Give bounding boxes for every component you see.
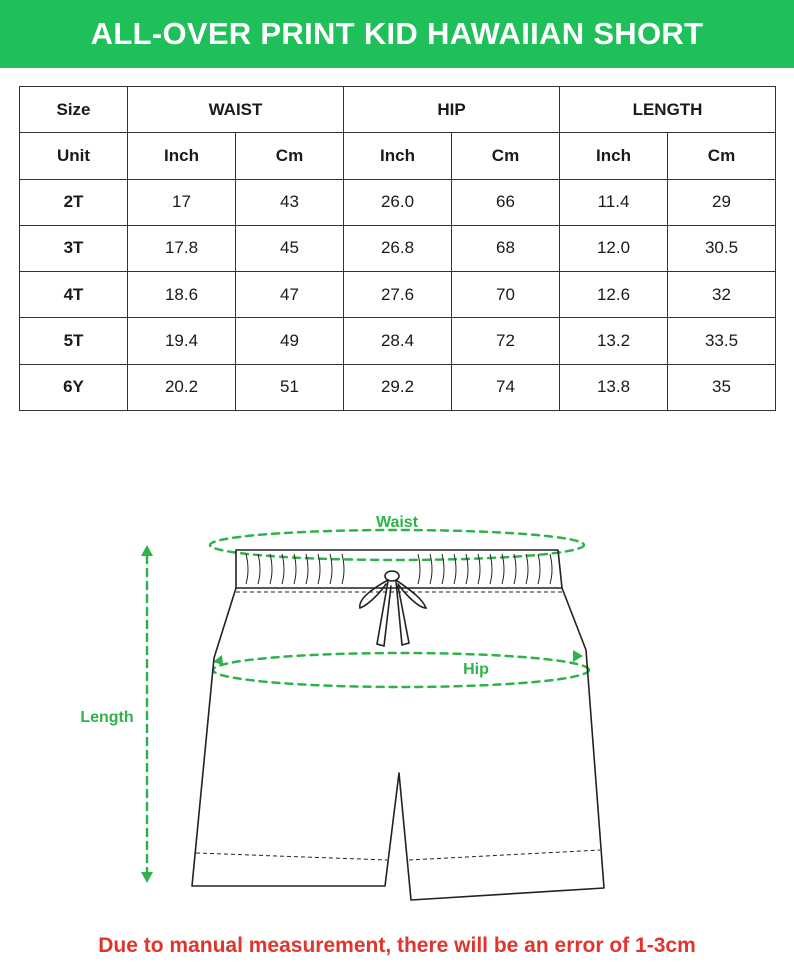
table-row [20, 364, 776, 410]
size-cell: 6Y [20, 364, 128, 410]
size-chart-table [19, 86, 776, 411]
value-cell: 17.8 [128, 225, 236, 271]
value-cell: 13.8 [560, 364, 668, 410]
size-cell: 2T [20, 179, 128, 225]
page-title: ALL-OVER PRINT KID HAWAIIAN SHORT [90, 16, 704, 51]
value-cell: 12.6 [560, 272, 668, 318]
value-cell: 13.2 [560, 318, 668, 364]
value-cell: 11.4 [560, 179, 668, 225]
value-cell: 68 [452, 225, 560, 271]
value-cell: 66 [452, 179, 560, 225]
size-cell: 3T [20, 225, 128, 271]
hip-arrow-right-icon [573, 650, 583, 662]
size-header: Size [20, 87, 128, 133]
value-cell: 70 [452, 272, 560, 318]
waist-measure-ellipse [210, 530, 584, 560]
unit-cell: Inch [128, 133, 236, 179]
drawstring-icon [360, 571, 426, 646]
value-cell: 17 [128, 179, 236, 225]
value-cell: 32 [668, 272, 776, 318]
table-row [20, 179, 776, 225]
value-cell: 28.4 [344, 318, 452, 364]
value-cell: 33.5 [668, 318, 776, 364]
hip-measure-ellipse [213, 653, 589, 687]
size-cell: 4T [20, 272, 128, 318]
value-cell: 19.4 [128, 318, 236, 364]
unit-cell: Cm [236, 133, 344, 179]
table-unit-header-row [20, 133, 776, 179]
unit-cell: Cm [668, 133, 776, 179]
value-cell: 30.5 [668, 225, 776, 271]
length-arrow-top-icon [141, 545, 153, 556]
value-cell: 18.6 [128, 272, 236, 318]
value-cell: 74 [452, 364, 560, 410]
value-cell: 12.0 [560, 225, 668, 271]
value-cell: 27.6 [344, 272, 452, 318]
unit-header: Unit [20, 133, 128, 179]
value-cell: 35 [668, 364, 776, 410]
shorts-measurement-diagram [0, 440, 794, 910]
value-cell: 51 [236, 364, 344, 410]
table-row [20, 272, 776, 318]
unit-cell: Inch [560, 133, 668, 179]
value-cell: 47 [236, 272, 344, 318]
measurement-note: Due to manual measurement, there will be an error of 1-3cm [98, 934, 696, 957]
value-cell: 43 [236, 179, 344, 225]
value-cell: 29 [668, 179, 776, 225]
unit-cell: Inch [344, 133, 452, 179]
hip-label: Hip [463, 661, 489, 678]
hip-header: HIP [344, 87, 560, 133]
title-banner [0, 0, 794, 68]
value-cell: 26.0 [344, 179, 452, 225]
unit-cell: Cm [452, 133, 560, 179]
size-cell: 5T [20, 318, 128, 364]
value-cell: 29.2 [344, 364, 452, 410]
value-cell: 45 [236, 225, 344, 271]
length-header: LENGTH [560, 87, 776, 133]
table-row [20, 318, 776, 364]
value-cell: 20.2 [128, 364, 236, 410]
value-cell: 26.8 [344, 225, 452, 271]
table-row [20, 225, 776, 271]
length-arrow-bottom-icon [141, 872, 153, 883]
waist-label: Waist [375, 514, 419, 531]
value-cell: 49 [236, 318, 344, 364]
waist-header: WAIST [128, 87, 344, 133]
table-group-header-row [20, 87, 776, 133]
length-label: Length [80, 709, 134, 726]
value-cell: 72 [452, 318, 560, 364]
